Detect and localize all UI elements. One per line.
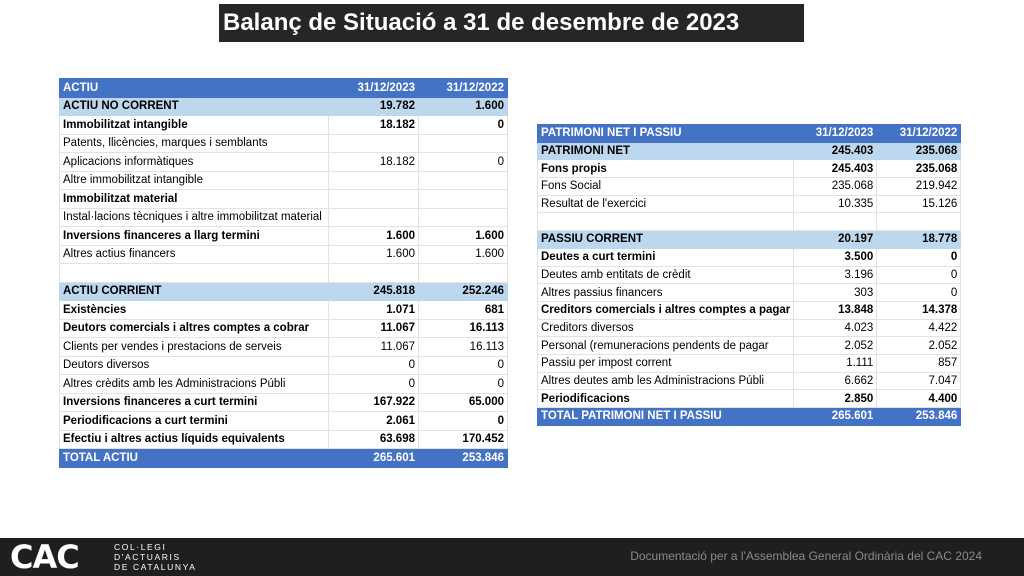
assets-row-label: Inversions financeres a llarg termini — [60, 227, 329, 246]
logo-line-1: COL·LEGI — [114, 542, 167, 552]
liabilities-row-value-2022: 4.422 — [877, 319, 961, 337]
liabilities-row-label: Altres deutes amb les Administracions Públi — [538, 372, 794, 390]
assets-row-value-2022 — [419, 264, 508, 283]
assets-row-value-2023 — [329, 134, 419, 153]
liabilities-row-label: Fons propis — [538, 160, 794, 178]
liabilities-row — [538, 142, 961, 160]
liabilities-row — [538, 178, 961, 196]
assets-row-value-2022: 16.113 — [419, 338, 508, 357]
assets-row-label: Periodificacions a curt termini — [60, 412, 329, 431]
liabilities-header-2023: 31/12/2023 — [794, 125, 877, 143]
assets-row-label: Deutors diversos — [60, 356, 329, 375]
liabilities-row-value-2023: 20.197 — [794, 231, 877, 249]
assets-row-value-2023: 19.782 — [329, 97, 419, 116]
liabilities-row-value-2022: 857 — [877, 354, 961, 372]
liabilities-row-value-2023: 3.196 — [794, 266, 877, 284]
liabilities-row — [538, 231, 961, 249]
assets-row-value-2022: 65.000 — [419, 393, 508, 412]
liabilities-row-value-2023: 245.403 — [794, 160, 877, 178]
assets-row-value-2023: 63.698 — [329, 430, 419, 449]
liabilities-row-value-2022: 4.400 — [877, 390, 961, 408]
assets-row-value-2022: 16.113 — [419, 319, 508, 338]
liabilities-row-value-2022: 18.778 — [877, 231, 961, 249]
liabilities-row-value-2023: 265.601 — [794, 408, 877, 426]
assets-row-value-2023: 1.600 — [329, 227, 419, 246]
assets-row-value-2022: 0 — [419, 153, 508, 172]
liabilities-row-value-2023: 1.111 — [794, 354, 877, 372]
liabilities-row — [538, 248, 961, 266]
assets-row-value-2023: 167.922 — [329, 393, 419, 412]
assets-row-label: ACTIU CORRIENT — [60, 282, 329, 301]
assets-row-value-2023: 11.067 — [329, 319, 419, 338]
liabilities-row — [538, 390, 961, 408]
assets-row-value-2023 — [329, 171, 419, 190]
assets-row — [60, 338, 508, 357]
liabilities-row — [538, 160, 961, 178]
assets-row-label: Inversions financeres a curt termini — [60, 393, 329, 412]
liabilities-row-value-2023: 2.850 — [794, 390, 877, 408]
liabilities-row-value-2022: 15.126 — [877, 195, 961, 213]
liabilities-row-value-2023: 2.052 — [794, 337, 877, 355]
assets-row-value-2023: 11.067 — [329, 338, 419, 357]
logo-line-2: D'ACTUARIS — [114, 552, 181, 562]
assets-row-label: Patents, llicències, marques i semblants — [60, 134, 329, 153]
liabilities-row-value-2022: 7.047 — [877, 372, 961, 390]
liabilities-row-label: Periodificacions — [538, 390, 794, 408]
assets-row — [60, 171, 508, 190]
assets-row-value-2023: 1.600 — [329, 245, 419, 264]
liabilities-header-label: PATRIMONI NET I PASSIU — [538, 125, 794, 143]
liabilities-row-value-2022: 0 — [877, 266, 961, 284]
assets-row-value-2022 — [419, 208, 508, 227]
liabilities-row — [538, 213, 961, 231]
assets-row-label: Aplicacions informàtiques — [60, 153, 329, 172]
assets-row-label: Altres actius financers — [60, 245, 329, 264]
assets-row — [60, 97, 508, 116]
assets-header-2022: 31/12/2022 — [419, 79, 508, 98]
liabilities-row-label: PASSIU CORRENT — [538, 231, 794, 249]
assets-row — [60, 301, 508, 320]
assets-row-value-2022: 1.600 — [419, 245, 508, 264]
assets-row — [60, 449, 508, 468]
liabilities-row-value-2022: 235.068 — [877, 142, 961, 160]
assets-row — [60, 134, 508, 153]
assets-row-value-2022: 1.600 — [419, 97, 508, 116]
assets-table — [59, 78, 508, 468]
assets-row-label: Efectiu i altres actius líquids equivalents — [60, 430, 329, 449]
liabilities-row — [538, 408, 961, 426]
logo-line-3: DE CATALUNYA — [114, 562, 197, 572]
assets-row — [60, 264, 508, 283]
assets-row — [60, 430, 508, 449]
footer-note: Documentació per a l'Assemblea General Ordinària del CAC 2024 — [630, 549, 982, 563]
liabilities-row — [538, 266, 961, 284]
assets-row-value-2022: 1.600 — [419, 227, 508, 246]
assets-row — [60, 245, 508, 264]
liabilities-row-label: Passiu per impost corrent — [538, 354, 794, 372]
assets-row-value-2023: 1.071 — [329, 301, 419, 320]
assets-header-row — [60, 79, 508, 98]
assets-row-value-2022: 0 — [419, 412, 508, 431]
cac-logo-icon: CAC — [10, 538, 79, 576]
assets-row-value-2022: 0 — [419, 116, 508, 135]
liabilities-row-value-2023: 13.848 — [794, 301, 877, 319]
liabilities-row-label: Personal (remuneracions pendents de pagar — [538, 337, 794, 355]
assets-row-value-2023: 2.061 — [329, 412, 419, 431]
assets-row — [60, 190, 508, 209]
liabilities-row-label: TOTAL PATRIMONI NET I PASSIU — [538, 408, 794, 426]
assets-row-value-2023: 245.818 — [329, 282, 419, 301]
assets-row-label: Immobilitzat material — [60, 190, 329, 209]
liabilities-row-value-2022: 2.052 — [877, 337, 961, 355]
liabilities-row-label: Fons Social — [538, 178, 794, 196]
assets-row-value-2022: 681 — [419, 301, 508, 320]
liabilities-header-2022: 31/12/2022 — [877, 125, 961, 143]
assets-row-value-2022 — [419, 190, 508, 209]
assets-header-label: ACTIU — [60, 79, 329, 98]
liabilities-row-value-2022: 253.846 — [877, 408, 961, 426]
assets-row-value-2023: 0 — [329, 375, 419, 394]
liabilities-row — [538, 354, 961, 372]
assets-row — [60, 393, 508, 412]
assets-row — [60, 116, 508, 135]
liabilities-row-label: Creditors diversos — [538, 319, 794, 337]
assets-row-label: Existències — [60, 301, 329, 320]
assets-row-value-2022 — [419, 134, 508, 153]
assets-row-value-2023: 18.182 — [329, 116, 419, 135]
assets-row-value-2022: 170.452 — [419, 430, 508, 449]
liabilities-row-value-2023: 3.500 — [794, 248, 877, 266]
liabilities-row-value-2023: 6.662 — [794, 372, 877, 390]
liabilities-row-label: Resultat de l'exercici — [538, 195, 794, 213]
assets-row — [60, 208, 508, 227]
footer-bar — [0, 538, 1024, 576]
assets-row — [60, 282, 508, 301]
assets-row-label: Immobilitzat intangible — [60, 116, 329, 135]
liabilities-row — [538, 195, 961, 213]
liabilities-row — [538, 284, 961, 302]
liabilities-row-label — [538, 213, 794, 231]
assets-row — [60, 153, 508, 172]
liabilities-row-value-2023: 303 — [794, 284, 877, 302]
assets-row-label: Altre immobilitzat intangible — [60, 171, 329, 190]
assets-row-value-2023 — [329, 190, 419, 209]
liabilities-header-row — [538, 125, 961, 143]
assets-row-value-2022: 253.846 — [419, 449, 508, 468]
liabilities-row-value-2022: 219.942 — [877, 178, 961, 196]
liabilities-row-value-2022: 235.068 — [877, 160, 961, 178]
assets-row-label: ACTIU NO CORRENT — [60, 97, 329, 116]
liabilities-row-label: PATRIMONI NET — [538, 142, 794, 160]
assets-row — [60, 227, 508, 246]
liabilities-row — [538, 372, 961, 390]
liabilities-row-label: Creditors comercials i altres comptes a pagar — [538, 301, 794, 319]
assets-row-value-2023: 265.601 — [329, 449, 419, 468]
assets-row-label: Instal·lacions tècniques i altre immobilitzat material — [60, 208, 329, 227]
equity-liabilities-table — [537, 124, 961, 426]
liabilities-row-value-2022: 14.378 — [877, 301, 961, 319]
liabilities-row-value-2023: 10.335 — [794, 195, 877, 213]
assets-row-label: TOTAL ACTIU — [60, 449, 329, 468]
assets-row — [60, 319, 508, 338]
liabilities-row-value-2022: 0 — [877, 284, 961, 302]
liabilities-row-value-2023 — [794, 213, 877, 231]
assets-row-value-2023 — [329, 264, 419, 283]
liabilities-row-value-2023: 245.403 — [794, 142, 877, 160]
liabilities-row-value-2022: 0 — [877, 248, 961, 266]
liabilities-row-label: Altres passius financers — [538, 284, 794, 302]
liabilities-row — [538, 337, 961, 355]
assets-row-label: Altres crèdits amb les Administracions Públi — [60, 375, 329, 394]
assets-row-value-2023: 18.182 — [329, 153, 419, 172]
assets-row — [60, 375, 508, 394]
assets-row-label — [60, 264, 329, 283]
assets-row-value-2023 — [329, 208, 419, 227]
liabilities-row — [538, 301, 961, 319]
assets-row-value-2022: 252.246 — [419, 282, 508, 301]
assets-row-value-2022: 0 — [419, 375, 508, 394]
assets-row — [60, 412, 508, 431]
liabilities-row-label: Deutes amb entitats de crèdit — [538, 266, 794, 284]
logo-text — [114, 542, 197, 572]
liabilities-row — [538, 319, 961, 337]
assets-row-label: Clients per vendes i prestacions de serveis — [60, 338, 329, 357]
liabilities-row-label: Deutes a curt termini — [538, 248, 794, 266]
liabilities-row-value-2022 — [877, 213, 961, 231]
assets-header-2023: 31/12/2023 — [329, 79, 419, 98]
liabilities-row-value-2023: 4.023 — [794, 319, 877, 337]
assets-row — [60, 356, 508, 375]
assets-row-label: Deutors comercials i altres comptes a cobrar — [60, 319, 329, 338]
assets-row-value-2023: 0 — [329, 356, 419, 375]
assets-row-value-2022 — [419, 171, 508, 190]
slide-title: Balanç de Situació a 31 de desembre de 2023 — [219, 4, 804, 42]
liabilities-row-value-2023: 235.068 — [794, 178, 877, 196]
assets-row-value-2022: 0 — [419, 356, 508, 375]
